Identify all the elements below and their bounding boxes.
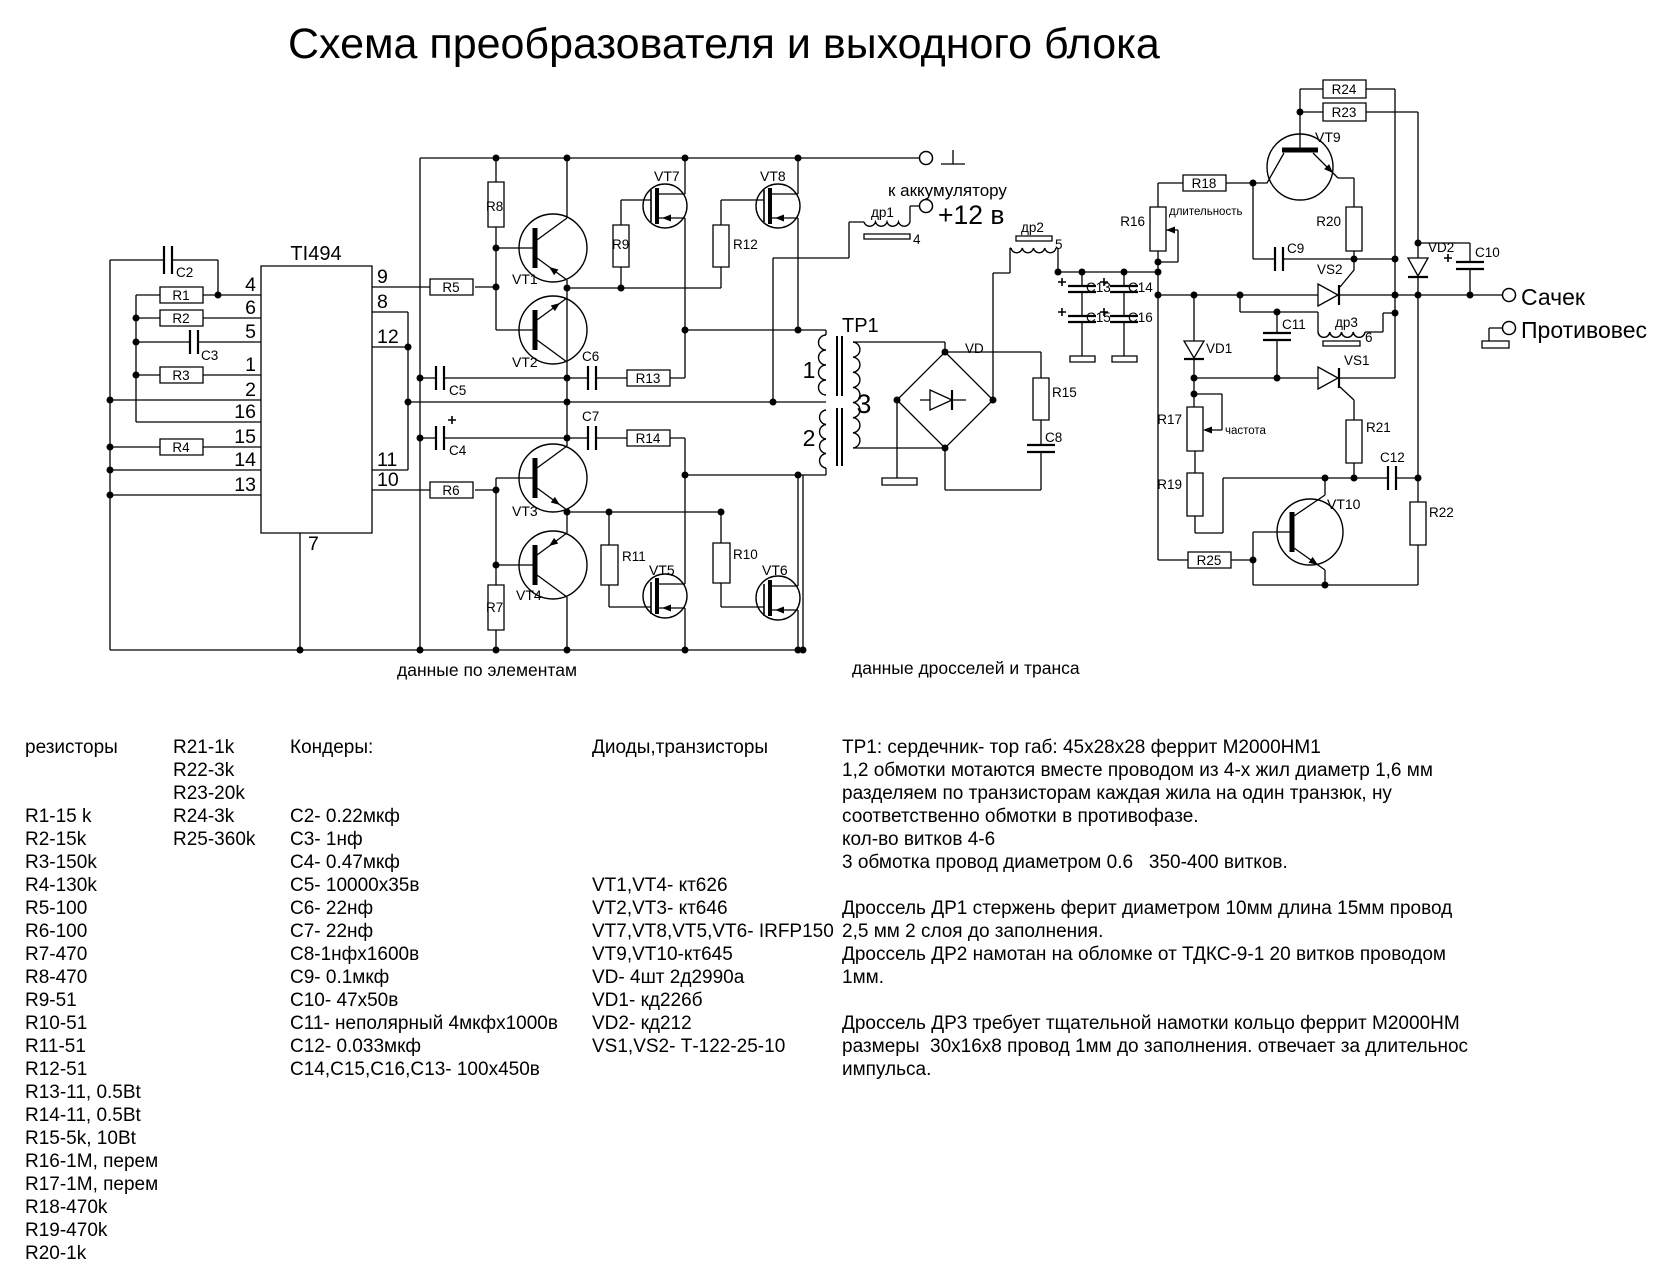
- c14-label: C14: [1128, 280, 1153, 295]
- list-item: VT1,VT4- кт626: [592, 875, 728, 896]
- r21-label: R21: [1366, 420, 1391, 435]
- list-item: размеры 30х16х8 провод 1мм до заполнения. отвечает за длительнос: [842, 1036, 1469, 1057]
- r9-label: R9: [612, 237, 630, 252]
- list-item: C14,C15,C16,C13- 100x450в: [290, 1059, 540, 1080]
- list-item: R12-51: [25, 1059, 88, 1080]
- list-item: R23-20k: [173, 783, 245, 804]
- r3-label: R3: [172, 368, 190, 383]
- c7-label: C7: [582, 409, 600, 424]
- pin-10-label: 10: [377, 469, 399, 491]
- c11-label: C11: [1282, 317, 1306, 332]
- list-item: C2- 0.22мкф: [290, 806, 400, 827]
- list-item: VD2- кд212: [592, 1013, 692, 1034]
- r20-label: R20: [1316, 214, 1341, 229]
- list-item: Дроссель ДР3 требует тщательной намотки кольцо феррит М2000НМ: [842, 1013, 1460, 1034]
- r22-label: R22: [1429, 505, 1454, 520]
- r12-label: R12: [733, 237, 758, 252]
- c2-label: C2: [176, 265, 194, 280]
- pin-9-label: 9: [377, 266, 388, 288]
- vt3-label: VT3: [512, 503, 538, 519]
- spacer: [592, 805, 834, 828]
- vt8-label: VT8: [760, 168, 786, 184]
- list-item: ТР1: сердечник- тор габ: 45х28х28 феррит М2000НМ1: [842, 737, 1321, 758]
- vt4-label: VT4: [516, 587, 542, 603]
- c13-label: C13: [1086, 280, 1111, 295]
- vt8-body: [756, 184, 800, 228]
- pin-15-label: 15: [234, 426, 256, 448]
- winding-2-label: 2: [802, 425, 816, 451]
- list-item: 2,5 мм 2 слоя до заполнения.: [842, 921, 1104, 942]
- vs1-label: VS1: [1344, 353, 1370, 368]
- junction-dots: [107, 109, 1474, 654]
- pin-1-label: 1: [245, 354, 256, 376]
- c3-label: C3: [201, 348, 219, 363]
- ic-label: TI494: [290, 243, 342, 265]
- vt6-body: [756, 576, 800, 620]
- list-item: 1мм.: [842, 967, 884, 988]
- r1-label: R1: [172, 288, 190, 303]
- vt7-body: [643, 184, 687, 228]
- capacitors-heading: Кондеры:: [290, 737, 374, 758]
- r25-label: R25: [1196, 553, 1222, 568]
- resistors-list: [25, 805, 158, 1265]
- pin-11-label: 11: [377, 449, 398, 471]
- pin-8-label: 8: [377, 291, 388, 313]
- c5-label: C5: [449, 383, 467, 398]
- list-item: R17-1M, перем: [25, 1174, 159, 1195]
- list-item: кол-во витков 4-6: [842, 829, 996, 850]
- list-item: соответственно обмотки в противофазе.: [842, 806, 1199, 827]
- vt2-label: VT2: [512, 354, 538, 370]
- pin-6-label: 6: [245, 297, 256, 319]
- component-boxes: [160, 80, 1509, 630]
- c6-label: C6: [582, 349, 600, 364]
- vt9-label: VT9: [1315, 129, 1341, 145]
- list-item: R21-1k: [173, 737, 235, 758]
- list-item: 1,2 обмотки мотаются вместе проводом из 4-х жил диаметр 1,6 мм: [842, 760, 1433, 781]
- list-item: импульса.: [842, 1059, 932, 1080]
- vt10-label: VT10: [1327, 496, 1361, 512]
- semiconductors-heading: Диоды,транзисторы: [592, 737, 769, 758]
- sachek-terminal: [1503, 289, 1516, 302]
- r4-label: R4: [172, 440, 190, 455]
- transformer-choke-notes: [842, 690, 1468, 1127]
- pin-14-label: 14: [234, 449, 256, 471]
- vt1-label: VT1: [512, 271, 538, 287]
- vt5-label: VT5: [649, 562, 675, 578]
- duration-label: длительность: [1169, 206, 1243, 218]
- list-item: C5- 10000x35в: [290, 875, 420, 896]
- list-item: R15-5k, 10Bt: [25, 1128, 136, 1149]
- vt6-label: VT6: [762, 562, 788, 578]
- protivoves-label: Противовес: [1521, 317, 1647, 343]
- list-item: R2-15k: [25, 829, 87, 850]
- list-item: R10-51: [25, 1013, 88, 1034]
- r24-label: R24: [1331, 82, 1357, 97]
- tp1-label: ТР1: [842, 315, 879, 337]
- list-item: VT7,VT8,VT5,VT6- IRFP150: [592, 921, 834, 942]
- c4-label: C4: [449, 443, 467, 458]
- c16-label: C16: [1128, 310, 1153, 325]
- list-item: R20-1k: [25, 1243, 87, 1264]
- dr3-pin-label: 6: [1365, 330, 1373, 345]
- pin-2-label: 2: [245, 379, 256, 401]
- list-item: C12- 0.033мкф: [290, 1036, 422, 1057]
- list-item: R3-150k: [25, 852, 97, 873]
- list-item: C8-1нфх1600в: [290, 944, 420, 965]
- battery-plus-terminal: [920, 200, 933, 213]
- vd1-label: VD1: [1206, 341, 1233, 356]
- pin-16-label: 16: [234, 401, 256, 423]
- list-item: R19-470k: [25, 1220, 108, 1241]
- pin-13-label: 13: [234, 474, 256, 496]
- semiconductors-list: [592, 874, 834, 1058]
- transformer-core: [837, 336, 842, 466]
- v12-label: +12 в: [938, 200, 1005, 230]
- pin-4-label: 4: [245, 274, 256, 296]
- c15-label: C15: [1086, 310, 1111, 325]
- battery-minus-terminal: [920, 152, 933, 165]
- list-item: R8-470: [25, 967, 88, 988]
- vd-label: VD: [965, 341, 984, 356]
- r7-label: R7: [486, 600, 504, 615]
- sachek-label: Сачек: [1521, 284, 1585, 310]
- page-title: Схема преобразователя и выходного блока: [288, 20, 1160, 68]
- list-item: R18-470k: [25, 1197, 108, 1218]
- list-item: C4- 0.47мкф: [290, 852, 400, 873]
- arrows: [549, 164, 1333, 613]
- dr2-label: др2: [1021, 220, 1044, 235]
- vs2-label: VS2: [1317, 262, 1343, 277]
- list-item: C3- 1нф: [290, 829, 363, 850]
- resistors-column-2: [173, 690, 255, 897]
- frequency-label: частота: [1225, 425, 1266, 437]
- vt5-body: [643, 574, 687, 618]
- r19-label: R19: [1157, 477, 1182, 492]
- list-item: R22-3k: [173, 760, 235, 781]
- r5-label: R5: [442, 280, 460, 295]
- protivoves-terminal: [1503, 322, 1516, 335]
- battery-label: к аккумулятору: [888, 181, 1007, 200]
- list-item: R16-1M, перем: [25, 1151, 159, 1172]
- r8-label: R8: [486, 199, 504, 214]
- r14-label: R14: [635, 431, 661, 446]
- pin-12-label: 12: [377, 326, 399, 348]
- list-item: C11- неполярный 4мкфх1000в: [290, 1013, 558, 1034]
- dr1-label: др1: [871, 205, 894, 220]
- list-item: R5-100: [25, 898, 88, 919]
- list-item: R25-360k: [173, 829, 256, 850]
- c9-label: C9: [1287, 241, 1305, 256]
- r15-label: R15: [1052, 385, 1077, 400]
- vt7-label: VT7: [654, 168, 680, 184]
- list-item: R13-11, 0.5Bt: [25, 1082, 141, 1103]
- r2-label: R2: [172, 311, 190, 326]
- pin-5-label: 5: [245, 321, 256, 343]
- capacitors-column: [290, 690, 558, 1127]
- resistors-column: [25, 690, 158, 1276]
- winding-3-label: 3: [856, 389, 872, 419]
- r11-label: R11: [622, 549, 646, 564]
- list-item: R4-130k: [25, 875, 97, 896]
- c8-label: C8: [1045, 430, 1063, 445]
- elements-heading: данные по элементам: [397, 660, 578, 680]
- semiconductors-column: [592, 690, 834, 1104]
- list-item: R11-51: [25, 1036, 86, 1057]
- list-item: C7- 22нф: [290, 921, 374, 942]
- list-item: 3 обмотка провод диаметром 0.6 350-400 витков.: [842, 852, 1288, 873]
- list-item: R1-15 k: [25, 806, 92, 827]
- r6-label: R6: [442, 483, 460, 498]
- c12-label: C12: [1380, 450, 1405, 465]
- list-item: [842, 874, 1468, 897]
- list-item: R14-11, 0.5Bt: [25, 1105, 141, 1126]
- list-item: Дроссель ДР2 намотан на обломке от ТДКС-9-1 20 витков проводом: [842, 944, 1446, 965]
- list-item: VD1- кд226б: [592, 990, 703, 1011]
- list-item: VD- 4шт 2д2990а: [592, 967, 745, 988]
- vd2-label: VD2: [1428, 240, 1455, 255]
- list-item: VT2,VT3- кт646: [592, 898, 728, 919]
- list-item: [842, 989, 1468, 1012]
- list-item: R24-3k: [173, 806, 235, 827]
- chokes-heading: данные дросселей и транса: [852, 658, 1080, 678]
- resistors-heading: резисторы: [25, 737, 118, 758]
- r23-label: R23: [1331, 105, 1357, 120]
- winding-1-label: 1: [802, 357, 816, 383]
- dr2-pin-label: 5: [1055, 237, 1063, 252]
- r16-label: R16: [1120, 214, 1145, 229]
- list-item: C6- 22нф: [290, 898, 374, 919]
- r18-label: R18: [1191, 176, 1217, 191]
- r17-label: R17: [1157, 412, 1182, 427]
- resistors-list-2: [173, 736, 255, 851]
- list-item: VT9,VT10-кт645: [592, 944, 733, 965]
- list-item: C10- 47x50в: [290, 990, 399, 1011]
- capacitors-list: [290, 805, 558, 1081]
- c10-label: C10: [1475, 245, 1500, 260]
- list-item: R6-100: [25, 921, 88, 942]
- pin-7-label: 7: [308, 533, 319, 555]
- notes-lines: [842, 736, 1468, 1081]
- list-item: VS1,VS2- Т-122-25-10: [592, 1036, 786, 1057]
- list-item: Дроссель ДР1 стержень ферит диаметром 10мм длина 15мм провод: [842, 898, 1453, 919]
- list-item: R9-51: [25, 990, 77, 1011]
- r10-label: R10: [733, 547, 758, 562]
- r13-label: R13: [635, 371, 661, 386]
- list-item: C9- 0.1мкф: [290, 967, 390, 988]
- list-item: разделяем по транзисторам каждая жила на один транзюк, ну: [842, 783, 1392, 804]
- dr3-label: др3: [1335, 315, 1358, 330]
- dr1-pin-label: 4: [913, 232, 921, 247]
- list-item: R7-470: [25, 944, 88, 965]
